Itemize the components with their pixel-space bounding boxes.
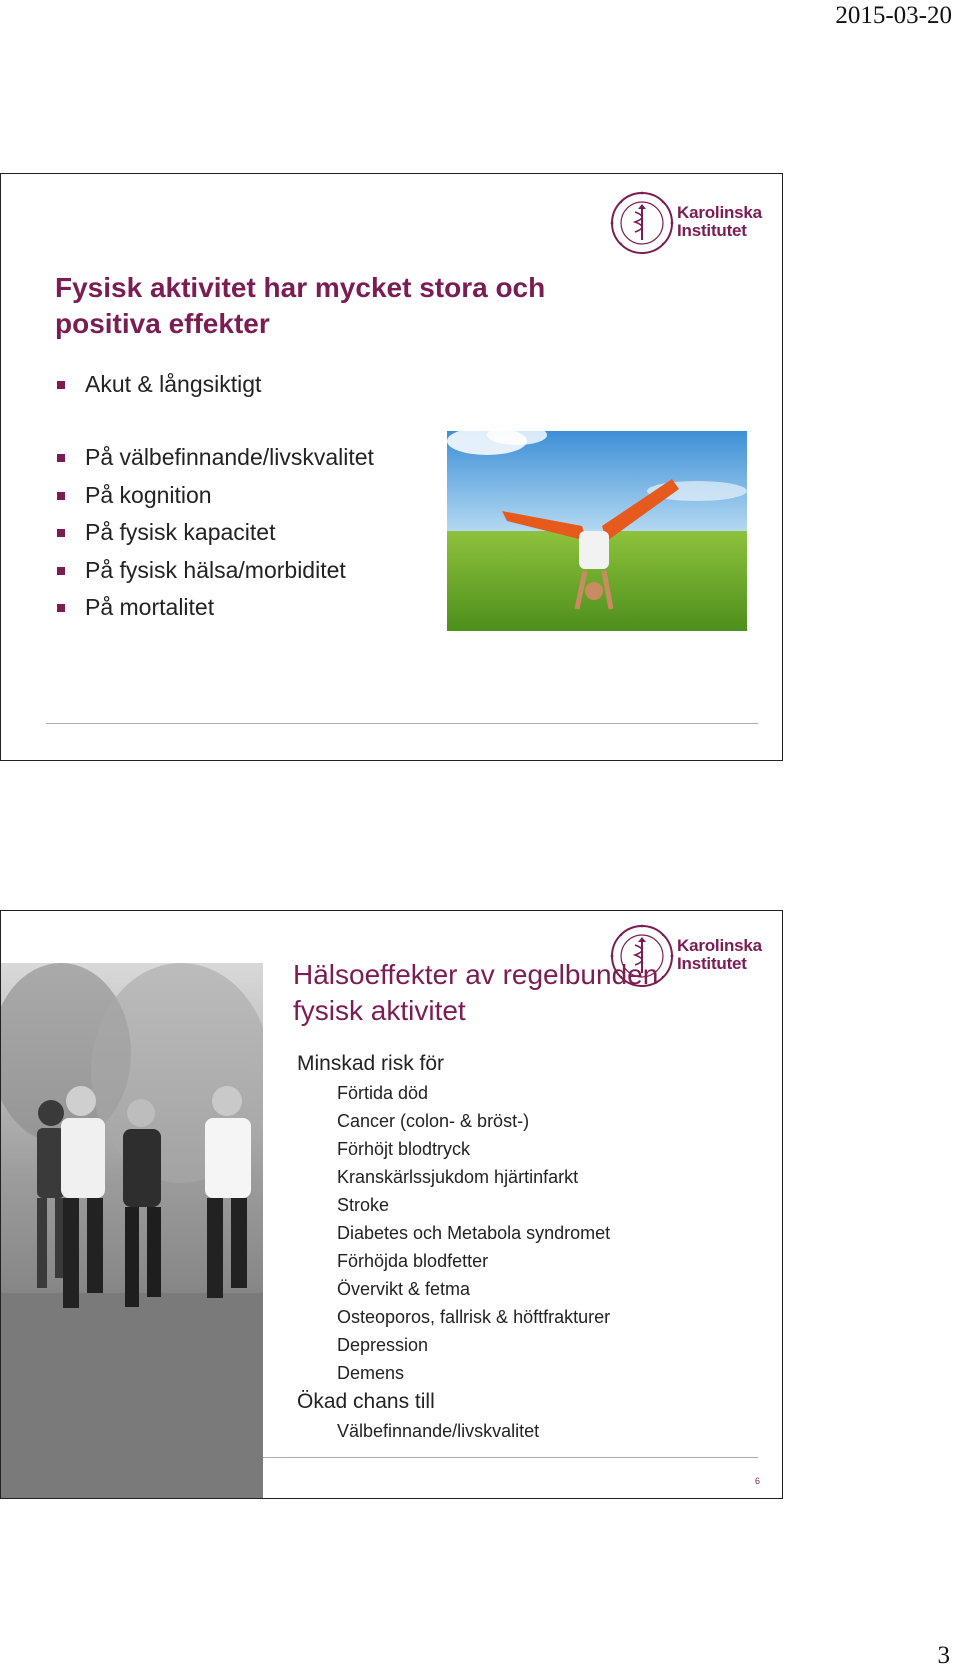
- logo-line-2: Institutet: [677, 954, 747, 973]
- list-item: Diabetes och Metabola syndromet: [337, 1223, 611, 1243]
- health-effects-list: [297, 1049, 610, 1445]
- slide-number: 6: [754, 1476, 760, 1486]
- list-item: Osteoporos, fallrisk & höftfrakturer: [337, 1307, 611, 1327]
- bullet-item: På kognition: [57, 477, 374, 515]
- logo-line-1: Karolinska: [677, 936, 762, 955]
- slide-1-title: Fysisk aktivitet har mycket stora och positiva effekter: [55, 272, 546, 339]
- list-heading-increased-chance: Ökad chans till: [297, 1390, 435, 1413]
- list-item: Välbefinnande/livskvalitet: [337, 1421, 540, 1441]
- cartwheel-photo: [447, 431, 747, 631]
- document-date: 2015-03-20: [835, 2, 952, 29]
- bullet-item: På välbefinnande/livskvalitet: [57, 439, 374, 477]
- footer-rule: [46, 723, 758, 724]
- list-heading-reduced-risk: Minskad risk för: [297, 1052, 445, 1075]
- list-item: Cancer (colon- & bröst-): [337, 1111, 530, 1131]
- footer-rule: [263, 1457, 758, 1458]
- slide-2: [0, 910, 783, 1499]
- bullet-item: På fysisk kapacitet: [57, 514, 374, 552]
- list-item: Stroke: [337, 1195, 390, 1215]
- runners-photo: [1, 963, 263, 1499]
- logo-line-2: Institutet: [677, 221, 747, 240]
- list-item: Depression: [337, 1335, 429, 1355]
- list-item: Kranskärlssjukdom hjärtinfarkt: [337, 1167, 579, 1187]
- list-item: Förtida död: [337, 1083, 429, 1103]
- logo-line-1: Karolinska: [677, 203, 762, 222]
- ki-seal-icon: [609, 190, 675, 256]
- slide-2-title: Hälsoeffekter av regelbunden fysisk aktivitet: [293, 959, 659, 1026]
- bullet-list-top: [57, 366, 261, 404]
- bullet-list: [57, 439, 374, 627]
- list-item: Övervikt & fetma: [337, 1279, 471, 1299]
- bullet-item: På mortalitet: [57, 589, 374, 627]
- list-item: Förhöjda blodfetter: [337, 1251, 489, 1271]
- bullet-item: Akut & långsiktigt: [57, 366, 261, 404]
- karolinska-logo: [609, 190, 769, 260]
- page-number: 3: [937, 1642, 950, 1669]
- slide-1: [0, 173, 783, 761]
- bullet-item: På fysisk hälsa/morbiditet: [57, 552, 374, 590]
- list-item: Förhöjt blodtryck: [337, 1139, 471, 1159]
- list-item: Demens: [337, 1363, 405, 1383]
